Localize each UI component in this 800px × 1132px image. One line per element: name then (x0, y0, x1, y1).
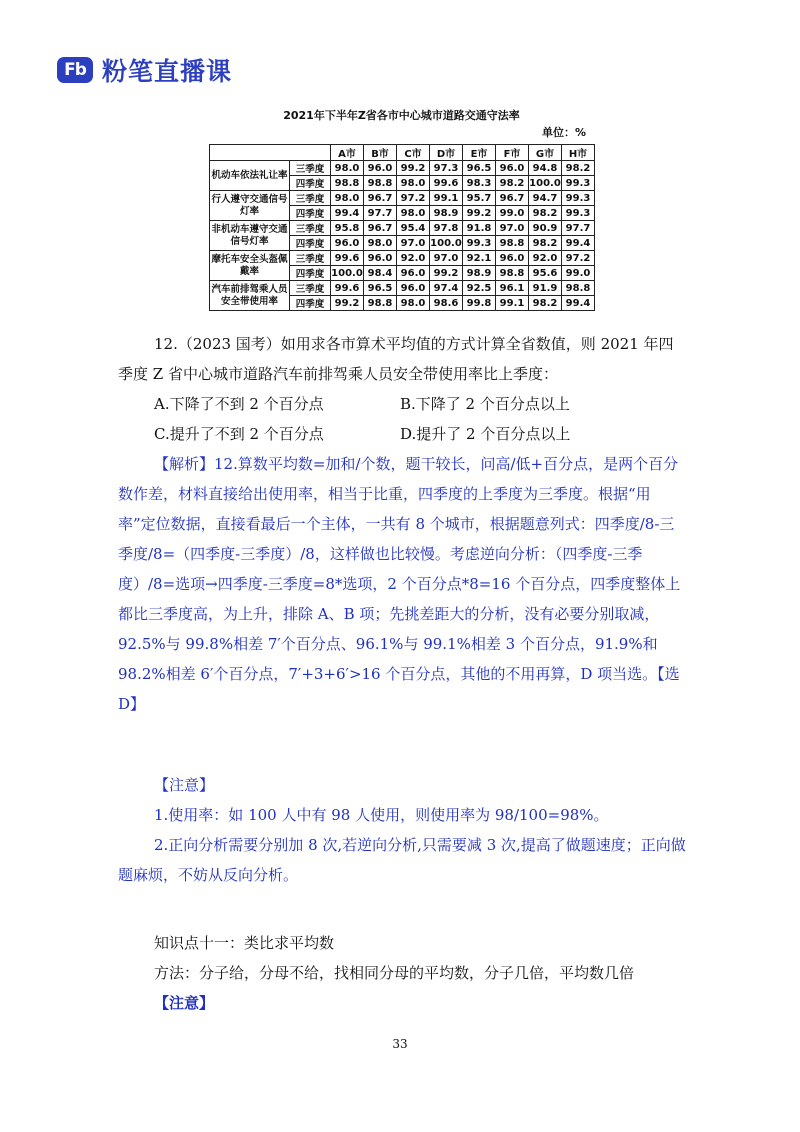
question-stem: 12.（2023 国考）如用求各市算术平均值的方式计算全省数值，则 2021 年四季度 Z 省中心城市道路汽车前排驾乘人员安全带使用率比上季度： (118, 335, 674, 383)
knowledge-block (118, 928, 688, 1018)
value-cell: 98.0 (364, 236, 397, 251)
row-group-label: 非机动车遵守交通信号灯率 (210, 221, 290, 251)
quarter-cell: 四季度 (290, 176, 331, 191)
value-cell: 92.1 (463, 251, 496, 266)
logo-icon: Fb (57, 57, 93, 83)
value-cell: 100.0 (529, 177, 561, 189)
value-cell: 95.8 (331, 221, 364, 236)
value-cell: 91.8 (463, 221, 496, 236)
value-cell: 99.2 (463, 206, 496, 221)
option-a: A.下降了不到 2 个百分点 (154, 395, 324, 413)
options-row-1 (118, 389, 688, 419)
value-cell: 96.0 (496, 161, 529, 176)
value-cell: 96.5 (463, 161, 496, 176)
option-c: C.提升了不到 2 个百分点 (154, 425, 324, 443)
table-row (210, 191, 595, 206)
column-header: G市 (529, 145, 562, 161)
quarter-cell: 三季度 (290, 221, 331, 236)
value-cell: 95.7 (463, 191, 496, 206)
value-cell: 99.1 (430, 191, 463, 206)
value-cell: 96.0 (496, 251, 529, 266)
brand-logo (57, 52, 232, 88)
value-cell: 99.3 (562, 206, 595, 221)
value-cell: 90.9 (529, 221, 562, 236)
quarter-cell: 三季度 (290, 281, 331, 296)
value-cell: 98.0 (397, 176, 430, 191)
notice-title: 【注意】 (154, 776, 215, 794)
value-cell: 98.0 (331, 161, 364, 176)
value-cell: 98.6 (430, 296, 463, 311)
table-header-row (210, 145, 595, 161)
option-d: D.提升了 2 个百分点以上 (400, 425, 571, 443)
value-cell: 97.2 (397, 191, 430, 206)
value-cell: 94.7 (529, 191, 562, 206)
value-cell: 98.2 (529, 206, 562, 221)
value-cell: 98.8 (364, 296, 397, 311)
value-cell: 92.0 (397, 251, 430, 266)
value-cell: 100.0 (331, 267, 363, 279)
knowledge-title: 知识点十一：类比求平均数 (154, 934, 335, 952)
value-cell: 98.9 (430, 206, 463, 221)
value-cell: 97.7 (364, 206, 397, 221)
value-cell: 97.8 (430, 221, 463, 236)
value-cell: 99.3 (562, 191, 595, 206)
column-header: F市 (496, 145, 529, 161)
value-cell: 96.0 (364, 251, 397, 266)
column-header: E市 (463, 145, 496, 161)
value-cell: 98.3 (463, 176, 496, 191)
quarter-cell: 三季度 (290, 191, 331, 206)
value-cell: 98.8 (496, 266, 529, 281)
column-header: H市 (562, 145, 595, 161)
value-cell: 98.0 (397, 296, 430, 311)
value-cell: 99.6 (331, 251, 364, 266)
analysis-text: 【解析】12.算数平均数=加和/个数，题干较长，问高/低+百分点，是两个百分数作差，材料直接给出使用率，相当于比重，四季度的上季度为三季度。根据“用率”定位数据，直接看最后一个主体，一共有 8 个城市，根据题意列式：四季度/8-三季度/8=（四季度-三季度）/8，这样做也比较慢。考虑逆向分析：（四季度-三季度）/8=选项→四季度-三季度=8*选项，2 个百分点*8=16 个百分点，四季度整体上都比三季度高，为上升，排除 A、B 项；先挑差距大的分析，没有必要分别取减，92.5%与 99.8%相差 7′个百分点、96.1%与 99.1%相差 3 个百分点，91.9%和 98.2%相差 6′个百分点，7′+3+6′>16 个百分点，其他的不用再算，D 项当选。【选 D】 (118, 455, 681, 713)
value-cell: 96.7 (364, 221, 397, 236)
value-cell: 100.0 (430, 237, 462, 249)
notice-item-1: 1.使用率：如 100 人中有 98 人使用，则使用率为 98/100=98%。 (154, 806, 609, 824)
option-b: B.下降了 2 个百分点以上 (400, 395, 570, 413)
value-cell: 96.7 (364, 191, 397, 206)
value-cell: 99.0 (496, 206, 529, 221)
options-row-2 (118, 419, 688, 449)
value-cell: 99.8 (463, 296, 496, 311)
value-cell: 92.0 (529, 251, 562, 266)
value-cell: 99.3 (463, 236, 496, 251)
value-cell: 96.0 (364, 161, 397, 176)
value-cell: 97.7 (562, 221, 595, 236)
value-cell: 94.8 (529, 161, 562, 176)
question-block (118, 329, 688, 719)
value-cell: 96.0 (397, 281, 430, 296)
notice-block (118, 770, 688, 890)
value-cell: 99.6 (331, 281, 364, 296)
quarter-cell: 三季度 (290, 251, 331, 266)
column-header: B市 (364, 145, 397, 161)
column-header: C市 (397, 145, 430, 161)
value-cell: 98.8 (331, 176, 364, 191)
row-group-label: 行人遵守交通信号灯率 (210, 191, 290, 221)
column-header: A市 (331, 145, 364, 161)
quarter-cell: 三季度 (290, 161, 331, 176)
quarter-cell: 四季度 (290, 266, 331, 281)
quarter-cell: 四季度 (290, 236, 331, 251)
value-cell: 97.0 (430, 251, 463, 266)
value-cell: 97.2 (562, 251, 595, 266)
value-cell: 98.2 (562, 161, 595, 176)
table-unit: 单位：% (541, 126, 586, 139)
value-cell: 99.0 (562, 266, 595, 281)
table-title: 2021年下半年Z省各市中心城市道路交通守法率 (283, 109, 520, 122)
value-cell: 97.4 (430, 281, 463, 296)
column-header: D市 (430, 145, 463, 161)
value-cell: 95.4 (397, 221, 430, 236)
value-cell: 96.0 (397, 266, 430, 281)
value-cell: 97.0 (496, 221, 529, 236)
value-cell: 98.4 (364, 266, 397, 281)
table-row (210, 281, 595, 296)
knowledge-notice: 【注意】 (154, 994, 215, 1012)
value-cell: 91.9 (529, 281, 562, 296)
value-cell: 97.3 (430, 161, 463, 176)
quarter-cell: 四季度 (290, 206, 331, 221)
value-cell: 99.4 (331, 206, 364, 221)
quarter-cell: 四季度 (290, 296, 331, 311)
table-header-blank (210, 145, 331, 161)
value-cell: 98.2 (529, 236, 562, 251)
value-cell: 96.0 (331, 236, 364, 251)
value-cell: 99.1 (496, 296, 529, 311)
value-cell: 98.8 (496, 236, 529, 251)
value-cell: 98.0 (331, 191, 364, 206)
data-table (209, 144, 595, 311)
value-cell: 99.4 (562, 296, 595, 311)
value-cell: 98.2 (529, 296, 562, 311)
value-cell: 98.2 (496, 176, 529, 191)
value-cell: 96.5 (364, 281, 397, 296)
table-row (210, 221, 595, 236)
value-cell: 92.5 (463, 281, 496, 296)
row-group-label: 汽车前排驾乘人员安全带使用率 (210, 281, 290, 311)
value-cell: 98.8 (562, 281, 595, 296)
value-cell: 95.6 (529, 266, 562, 281)
value-cell: 98.0 (397, 206, 430, 221)
value-cell: 98.9 (463, 266, 496, 281)
value-cell: 99.2 (397, 161, 430, 176)
row-group-label: 摩托车安全头盔佩戴率 (210, 251, 290, 281)
value-cell: 98.8 (364, 176, 397, 191)
value-cell: 99.4 (562, 236, 595, 251)
value-cell: 99.6 (430, 176, 463, 191)
value-cell: 96.1 (496, 281, 529, 296)
knowledge-method: 方法：分子给，分母不给，找相同分母的平均数，分子几倍，平均数几倍 (154, 964, 635, 982)
value-cell: 99.2 (430, 266, 463, 281)
notice-item-2: 2.正向分析需要分别加 8 次,若逆向分析,只需要减 3 次,提高了做题速度；正向做题麻烦，不妨从反向分析。 (118, 836, 686, 884)
page-number: 33 (392, 1037, 408, 1051)
value-cell: 97.0 (397, 236, 430, 251)
data-table-section (209, 103, 594, 311)
row-group-label: 机动车依法礼让率 (210, 161, 290, 191)
logo-text: 粉笔直播课 (102, 57, 233, 86)
table-row (210, 251, 595, 266)
value-cell: 99.2 (331, 296, 364, 311)
value-cell: 99.3 (562, 176, 595, 191)
table-row (210, 161, 595, 176)
value-cell: 96.7 (496, 191, 529, 206)
